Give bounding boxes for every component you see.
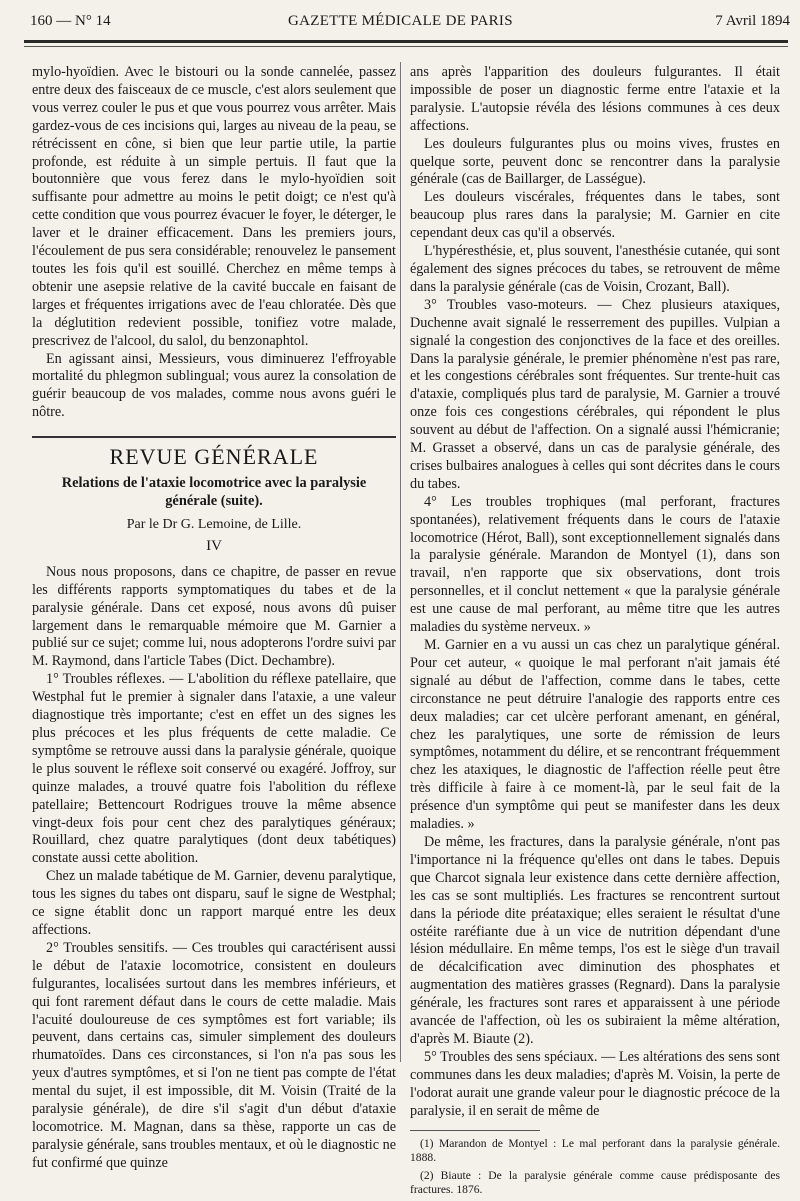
body-paragraph: Chez un malade tabétique de M. Garnier, devenu paralytique, tous les signes du tabes ont disparu, sauf le signe de Westphal; ce signe établit donc un rapport marqué entre les deux affections. xyxy=(32,868,396,938)
byline: Par le Dr G. Lemoine, de Lille. xyxy=(126,517,302,533)
continuation-paragraph: En agissant ainsi, Messieurs, vous diminuerez l'effroyable mortalité du phlegmon sublingual; vous aurez la consolation de guérir beaucoup de vos malades, comme nous avons guéri le nôtre. xyxy=(32,350,396,421)
page-number: 160 — N° 14 xyxy=(30,13,111,29)
body-paragraph: 5° Troubles des sens spéciaux. — Les altérations des sens sont communes dans les deux maladies; d'après M. Voisin, la perte de l'odorat aurait une grande valeur pour le diagnostic précoce de la paralysie, il en serait de même de xyxy=(410,1048,780,1119)
body-paragraph: Nous nous proposons, dans ce chapitre, de passer en revue les différents rapports symptomatiques du tabes et de la paralysie générale. Dans cet exposé, nous avons dû puiser largement dans le remarquable mémoire que M. Garnier a publié sur ce sujet; comme lui, nous adopterons l'ordre suivi par M. Raymond, dans l'article Tabes (Dict. Dechambre). xyxy=(32,563,396,670)
header-rule xyxy=(24,40,788,43)
body-paragraph: Les douleurs fulgurantes plus ou moins vives, frustes en quelque sorte, peuvent donc se rencontrer dans la paralysie générale (cas de Baillarger, de Lasségue). xyxy=(410,135,780,188)
body-paragraph: 4° Les troubles trophiques (mal perforant, fractures spontanées), relativement fréquents dans le cours de l'ataxie locomotrice (Hérot, Ball), sont exceptionnellement signalés dans la paralysie générale. Marandon de Montyel (1), dans son travail, n'en rapporte que six observations, dont trois personnelles, et il conclut nettement « que la paralysie générale est une cause de mal perforant, au même titre que les autres maladies du système nerveux. » xyxy=(410,493,780,636)
journal-title: GAZETTE MÉDICALE DE PARIS xyxy=(288,13,513,29)
chapter-number: IV xyxy=(206,537,222,554)
section-divider xyxy=(32,436,396,438)
issue-date: 7 Avril 1894 xyxy=(715,13,790,29)
body-paragraph: 1° Troubles réflexes. — L'abolition du réflexe patellaire, que Westphal fut le premier à signaler dans l'ataxie, a une valeur diagnostique très importante; c'est en effet un des signes les plus précoces et les plus fréquents de cette maladie. Ce symptôme se retrouve aussi dans la paralysie générale, quoique le plus souvent le réflexe soit conservé ou exagéré. Joffroy, sur quinze malades, a trouvé quatre fois l'abolition du réflexe patellaire; Bettencourt Rodrigues trouve la même absence vingt-deux fois pour cent chez des paralytiques généraux; Rouillard, chez quatre paralytiques (dont deux tabétiques) constate aussi cette abolition. xyxy=(32,671,396,867)
footnote: (2) Biaute : De la paralysie générale comme cause prédisposante des fractures. 1876. xyxy=(410,1169,780,1197)
body-paragraph: 3° Troubles vaso-moteurs. — Chez plusieurs ataxiques, Duchenne avait signalé le resserrement des pupilles. Vulpian a signalé la congestion des conjonctives de la face et des oreilles. Dans la paralysie générale, le premier phénomène n'est pas rare, et les congestions cérébrales sont fréquentes. Sur trente-huit cas d'ataxie, compliqués plus tard de paralysie, M. Garnier a trouvé onze fois ces congestions cérébrales, qui répondent le plus souvent au début de l'affection. On a signalé aussi l'hémicranie; M. Grasset a observé, dans un cas de paralysie générale, des crises bulbaires analogues à celles qui sont décrites dans le cours du tabes. xyxy=(410,296,780,492)
header-rule-thin xyxy=(24,46,788,47)
page-header xyxy=(30,13,790,35)
body-paragraph: Les douleurs viscérales, fréquentes dans le tabes, sont beaucoup plus rares dans la paralysie; M. Garnier en cite cependant deux cas qu'il a observés. xyxy=(410,189,780,242)
footnote: (1) Marandon de Montyel : Le mal perforant dans la paralysie générale. 1888. xyxy=(410,1137,780,1165)
body-paragraph: De même, les fractures, dans la paralysie générale, n'ont pas l'importance ni la fréquence qu'elles ont dans le tabes. Depuis que Charcot signala leur existence dans cette dernière affection, les cas se sont multipliés. Les fractures se rencontrent surtout dans la période dite préataxique; elles seraient le résultat d'une ostéite raréfiante due à un vice de nutrition dépendant d'une lésion médullaire. En même temps, l'os est le siège d'un travail de décalcification avec diminution des phosphates et augmentation des matières grasses (Regnard). Dans la paralysie générale, les fractures sont rares et apparaissent à une période avancée de l'affection, où les os subiraient la même altération, d'après M. Biaute (2). xyxy=(410,833,780,1047)
left-column xyxy=(32,64,396,1173)
body-paragraph: M. Garnier en a vu aussi un cas chez un paralytique général. Pour cet auteur, « quoique le mal perforant n'ait jamais été signalé au début de l'affection, comme dans le tabes, cette circonstance ne peut détruire l'analogie des rapports entre ces deux maladies; car cet ulcère perforant amenant, en général, chez les paralytiques, une sorte de rémission de leurs symptômes, notamment du délire, et se rencontrant fréquemment chez les ataxiques, le diagnostic de l'affection réelle peut être très difficile à faire à ce moment-là, par le seul fait de la présence d'un symptôme qui peut se manifester dans les deux maladies. » xyxy=(410,637,780,833)
footnote-rule xyxy=(410,1130,540,1131)
section-title: REVUE GÉNÉRALE xyxy=(109,444,319,470)
right-column xyxy=(410,64,780,1201)
column-separator xyxy=(400,62,401,1062)
article-title: Relations de l'ataxie locomotrice avec la paralysie générale (suite). xyxy=(61,475,367,510)
body-paragraph: ans après l'apparition des douleurs fulgurantes. Il était impossible de poser un diagnostic ferme entre l'ataxie et la paralysie. L'autopsie révéla des lésions communes à ces deux affections. xyxy=(410,64,780,134)
continuation-paragraph: mylo-hyoïdien. Avec le bistouri ou la sonde cannelée, passez entre deux des faisceaux de ce muscle, c'est alors seulement que vous verrez couler le pus et que vous pourrez vous arrêter. Mais gardez-vous de ces incisions qui, larges au niveau de la peau, se rétrécissent en cône, si bien que leur partie utile, la partie profonde, est réduite à un simple pertuis. Il faut que la boutonnière que vous ferez dans le mylo-hyoïdien soit suffisante pour admettre au moins le petit doigt; ce n'est qu'à cette condition que vous pourrez évacuer le foyer, le déterger, le laver et le drainer efficacement. Dans les premiers jours, l'écoulement de pus sera considérable; renouvelez le pansement toutes les fois qu'il est souillé. Cherchez en même temps à obtenir une asepsie relative de la cavité buccale en faisant de larges et fréquentes irrigations avec de l'eau chloratée. Dès que la déglutition redevient possible, tonifiez votre malade, prescrivez de l'alcool, du salol, du benzonaphtol. xyxy=(32,64,396,349)
body-paragraph: 2° Troubles sensitifs. — Ces troubles qui caractérisent aussi le début de l'ataxie locomotrice, consistent en douleurs fulgurantes, localisées surtout dans les membres inférieurs, et qui font rarement défaut dans le cours de cette maladie. Mais l'acuité douloureuse de ces symptômes est fort variable; ils peuvent, dans certains cas, simuler simplement des douleurs rhumatoïdes. Dans ces circonstances, si l'on n'a pas sous les yeux d'autres symptômes, et si l'on ne tient pas compte de l'état mental du sujet, il est impossible, dit M. Voisin (Traité de la paralysie générale), de dire s'il s'agit d'un début d'ataxie locomotrice. M. Magnan, dans sa thèse, rapporte un cas de paralysie générale, sans troubles mentaux, et où le diagnostic ne fut confirmé que quinze xyxy=(32,939,396,1171)
body-paragraph: L'hypéresthésie, et, plus souvent, l'anesthésie cutanée, qui sont également des signes précoces du tabes, se retrouvent de même dans la paralysie générale (cas de Voisin, Crozant, Ball). xyxy=(410,243,780,295)
